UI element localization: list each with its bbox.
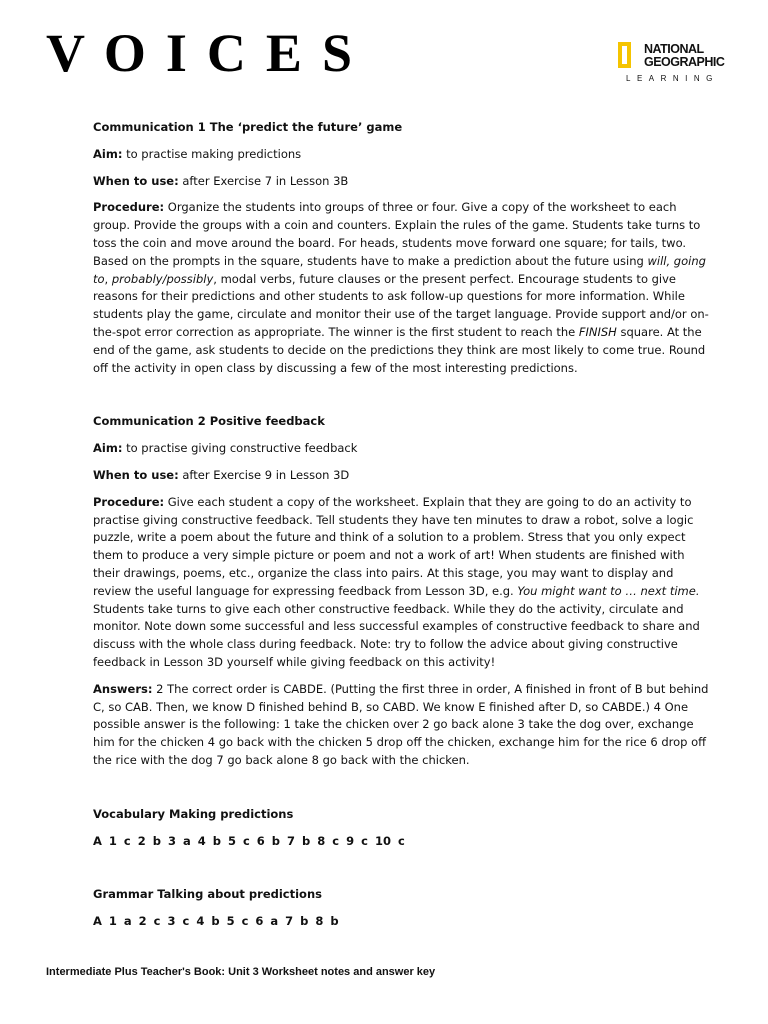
national-geographic-logo xyxy=(618,42,738,86)
comm1-proc-text-4: square. At the end of the game, ask students to decide on the predictions they think are most likely to come true. Round off the activity in open class by discussing a few of the most interesting predictions. xyxy=(93,324,706,375)
comm1-aim xyxy=(93,146,709,164)
comm2-proc-text-2: Students take turns to give each other constructive feedback. While they do the activity, circulate and monitor. Note down some successful and less successful examples of constructive feedback to share and discuss with the whole class during feedback. Note: try to follow the advice about giving constructive feedback in Lesson 3D yourself while giving feedback on this activity! xyxy=(93,601,700,669)
comm2-answers xyxy=(93,681,709,770)
comm2-proc-italic-1: You might want to … next time. xyxy=(517,583,700,598)
comm1-proc-text-3: , modal verbs, future clauses or the present perfect. Encourage students to give reasons for their predictions and other students to ask follow-up questions for more information. While students play the game, circulate and monitor their use of the target language. Provide support and/or on-the-spot error correction as appropriate. The winner is the first student to reach the xyxy=(93,271,709,339)
worksheet-notes xyxy=(93,119,709,931)
comm2-proc-text-1: Give each student a copy of the worksheet. Explain that they are going to do an activity to practise giving constructive feedback. Tell students they have ten minutes to draw a robot, solve a logic puzzle, write a poem about the future and think of a solution to a problem. Stress that you only expect them to produce a very simple picture or poem and not a work of art! When students are finished with their drawings, poems, etc., organize the class into pairs. At this stage, you may want to display and review the useful language for expressing feedback from Lesson 3D, e.g. xyxy=(93,494,694,598)
comm2-when-label: When to use: xyxy=(93,467,179,482)
comm1-proc-italic-1: will, going to xyxy=(93,253,706,286)
brand-title: VOICES xyxy=(46,23,372,83)
comm1-proc-italic-2: probably/possibly xyxy=(111,271,214,286)
comm1-aim-text: to practise making predictions xyxy=(122,146,302,161)
comm1-title: Communication 1 The ‘predict the future’ game xyxy=(93,120,403,134)
comm2-proc-label: Procedure: xyxy=(93,494,165,509)
comm2-aim-label: Aim: xyxy=(93,441,123,456)
comm1-aim-label: Aim: xyxy=(93,146,123,161)
vocab-answers: A 1 c 2 b 3 a 4 b 5 c 6 b 7 b 8 c 9 c 10 c xyxy=(93,833,405,848)
comm1-proc-text-2: , xyxy=(104,271,112,286)
comm2-when xyxy=(93,467,709,485)
comm1-when-text: after Exercise 7 in Lesson 3B xyxy=(178,173,349,188)
logo-line-1: NATIONAL xyxy=(644,42,704,56)
comm2-procedure xyxy=(93,494,709,672)
logo-line-3: LEARNING xyxy=(626,74,719,83)
grammar-answers: A 1 a 2 c 3 c 4 b 5 c 6 a 7 b 8 b xyxy=(93,914,339,929)
comm1-procedure xyxy=(93,199,709,377)
comm2-title: Communication 2 Positive feedback xyxy=(93,414,325,429)
yellow-border-icon xyxy=(618,42,631,68)
comm1-proc-italic-3: FINISH xyxy=(578,324,617,339)
comm1-proc-label: Procedure: xyxy=(93,200,165,215)
grammar-title: Grammar Talking about predictions xyxy=(93,887,322,902)
comm1-when-label: When to use: xyxy=(93,173,179,188)
comm1-proc-text-1: Organize the students into groups of three or four. Give a copy of the worksheet to each group. Provide the groups with a coin and counters. Explain the rules of the game. Students take turns to toss the coin and move around the board. For heads, students move forward one square; for tails, two. Based on the prompts in the square, students have to make a prediction about the future using xyxy=(93,200,701,268)
comm2-ans-label: Answers: xyxy=(93,681,153,696)
page-footer: Intermediate Plus Teacher's Book: Unit 3 Worksheet notes and answer key xyxy=(46,966,436,978)
comm2-aim-text: to practise giving constructive feedback xyxy=(122,441,358,456)
logo-line-2: GEOGRAPHIC xyxy=(644,55,725,69)
comm2-when-text: after Exercise 9 in Lesson 3D xyxy=(178,467,350,482)
comm2-aim xyxy=(93,440,709,458)
comm2-ans-text: 2 The correct order is CABDE. (Putting the first three in order, A finished in front of B but behind C, so CAB. Then, we know D finished behind B, so CABD. We know E finished after D, so CABDE.) 4 One possible answer is the following: 1 take the chicken over 2 go back alone 3 take the dog over, exchange him for the chicken 4 go back with the chicken 5 drop off the chicken, exchange him for the rice 6 drop off the rice with the dog 7 go back alone 8 go back with the chicken. xyxy=(93,681,709,767)
comm1-when xyxy=(93,173,709,191)
vocab-title: Vocabulary Making predictions xyxy=(93,806,294,821)
